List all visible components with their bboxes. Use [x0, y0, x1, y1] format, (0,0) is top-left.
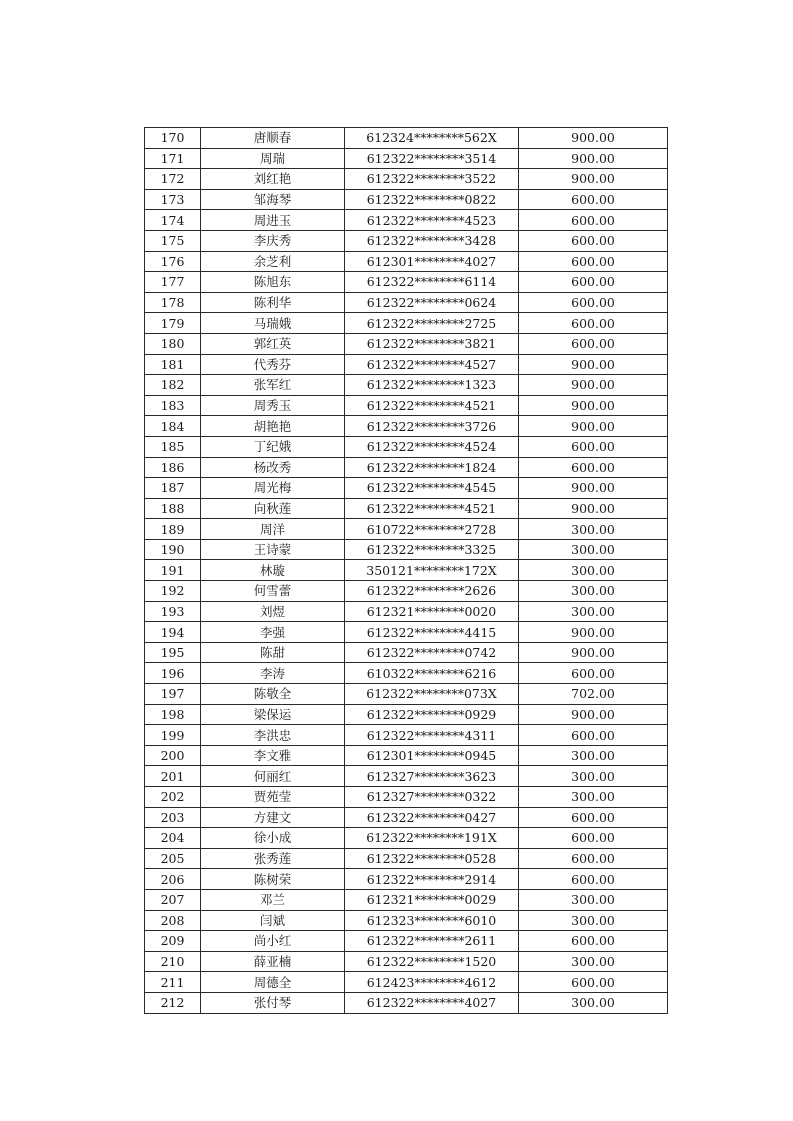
name-cell: 代秀芬	[201, 354, 345, 375]
id-number-cell: 612322********4524	[345, 436, 519, 457]
row-number-cell: 205	[145, 848, 201, 869]
id-number-cell: 612322********4027	[345, 992, 519, 1013]
name-cell: 周德全	[201, 972, 345, 993]
amount-cell: 300.00	[519, 787, 668, 808]
row-number-cell: 190	[145, 539, 201, 560]
name-cell: 张军红	[201, 375, 345, 396]
amount-cell: 900.00	[519, 478, 668, 499]
table-row	[145, 642, 668, 663]
table-row	[145, 807, 668, 828]
id-number-cell: 612322********4521	[345, 498, 519, 519]
table-row	[145, 210, 668, 231]
table-row	[145, 395, 668, 416]
name-cell: 唐顺春	[201, 128, 345, 149]
name-cell: 张秀莲	[201, 848, 345, 869]
row-number-cell: 179	[145, 313, 201, 334]
id-number-cell: 612322********0624	[345, 292, 519, 313]
name-cell: 余芝利	[201, 251, 345, 272]
name-cell: 周秀玉	[201, 395, 345, 416]
row-number-cell: 185	[145, 436, 201, 457]
amount-cell: 900.00	[519, 642, 668, 663]
table-row	[145, 313, 668, 334]
roster-table-body	[145, 128, 668, 1014]
name-cell: 陈敬全	[201, 684, 345, 705]
name-cell: 徐小成	[201, 828, 345, 849]
row-number-cell: 186	[145, 457, 201, 478]
amount-cell: 600.00	[519, 663, 668, 684]
id-number-cell: 612322********1824	[345, 457, 519, 478]
id-number-cell: 612322********191X	[345, 828, 519, 849]
id-number-cell: 612323********6010	[345, 910, 519, 931]
name-cell: 刘煜	[201, 601, 345, 622]
row-number-cell: 183	[145, 395, 201, 416]
table-row	[145, 539, 668, 560]
amount-cell: 900.00	[519, 704, 668, 725]
row-number-cell: 181	[145, 354, 201, 375]
amount-cell: 300.00	[519, 766, 668, 787]
name-cell: 贾苑莹	[201, 787, 345, 808]
name-cell: 刘红艳	[201, 169, 345, 190]
table-row	[145, 457, 668, 478]
row-number-cell: 182	[145, 375, 201, 396]
amount-cell: 600.00	[519, 828, 668, 849]
amount-cell: 600.00	[519, 931, 668, 952]
amount-cell: 300.00	[519, 519, 668, 540]
row-number-cell: 197	[145, 684, 201, 705]
amount-cell: 600.00	[519, 272, 668, 293]
id-number-cell: 610322********6216	[345, 663, 519, 684]
name-cell: 李庆秀	[201, 230, 345, 251]
table-row	[145, 889, 668, 910]
name-cell: 王诗蒙	[201, 539, 345, 560]
table-row	[145, 869, 668, 890]
name-cell: 向秋莲	[201, 498, 345, 519]
table-row	[145, 931, 668, 952]
name-cell: 何雪蕾	[201, 581, 345, 602]
row-number-cell: 184	[145, 416, 201, 437]
name-cell: 陈甜	[201, 642, 345, 663]
amount-cell: 900.00	[519, 128, 668, 149]
row-number-cell: 172	[145, 169, 201, 190]
row-number-cell: 196	[145, 663, 201, 684]
amount-cell: 600.00	[519, 189, 668, 210]
amount-cell: 300.00	[519, 910, 668, 931]
id-number-cell: 612322********073X	[345, 684, 519, 705]
row-number-cell: 212	[145, 992, 201, 1013]
amount-cell: 900.00	[519, 169, 668, 190]
row-number-cell: 171	[145, 148, 201, 169]
table-row	[145, 848, 668, 869]
id-number-cell: 612322********2725	[345, 313, 519, 334]
id-number-cell: 350121********172X	[345, 560, 519, 581]
amount-cell: 300.00	[519, 992, 668, 1013]
table-row	[145, 436, 668, 457]
id-number-cell: 612322********0742	[345, 642, 519, 663]
id-number-cell: 612322********4523	[345, 210, 519, 231]
id-number-cell: 612322********0822	[345, 189, 519, 210]
row-number-cell: 193	[145, 601, 201, 622]
row-number-cell: 170	[145, 128, 201, 149]
name-cell: 陈利华	[201, 292, 345, 313]
amount-cell: 600.00	[519, 457, 668, 478]
roster-table	[144, 127, 668, 1014]
table-row	[145, 169, 668, 190]
amount-cell: 900.00	[519, 622, 668, 643]
amount-cell: 900.00	[519, 148, 668, 169]
amount-cell: 900.00	[519, 416, 668, 437]
table-row	[145, 354, 668, 375]
id-number-cell: 612322********4521	[345, 395, 519, 416]
name-cell: 周光梅	[201, 478, 345, 499]
amount-cell: 600.00	[519, 848, 668, 869]
amount-cell: 600.00	[519, 251, 668, 272]
id-number-cell: 612423********4612	[345, 972, 519, 993]
table-row	[145, 766, 668, 787]
table-row	[145, 704, 668, 725]
id-number-cell: 612322********1323	[345, 375, 519, 396]
row-number-cell: 175	[145, 230, 201, 251]
id-number-cell: 612321********0029	[345, 889, 519, 910]
table-row	[145, 272, 668, 293]
id-number-cell: 610722********2728	[345, 519, 519, 540]
table-row	[145, 292, 668, 313]
amount-cell: 300.00	[519, 581, 668, 602]
amount-cell: 300.00	[519, 745, 668, 766]
id-number-cell: 612301********0945	[345, 745, 519, 766]
table-row	[145, 787, 668, 808]
row-number-cell: 211	[145, 972, 201, 993]
row-number-cell: 195	[145, 642, 201, 663]
id-number-cell: 612327********0322	[345, 787, 519, 808]
id-number-cell: 612322********3428	[345, 230, 519, 251]
id-number-cell: 612322********3821	[345, 333, 519, 354]
id-number-cell: 612322********2626	[345, 581, 519, 602]
table-row	[145, 601, 668, 622]
row-number-cell: 178	[145, 292, 201, 313]
table-row	[145, 416, 668, 437]
amount-cell: 900.00	[519, 395, 668, 416]
row-number-cell: 174	[145, 210, 201, 231]
table-row	[145, 333, 668, 354]
table-row	[145, 910, 668, 931]
amount-cell: 702.00	[519, 684, 668, 705]
amount-cell: 900.00	[519, 498, 668, 519]
id-number-cell: 612322********4311	[345, 725, 519, 746]
id-number-cell: 612324********562X	[345, 128, 519, 149]
row-number-cell: 192	[145, 581, 201, 602]
table-row	[145, 581, 668, 602]
row-number-cell: 200	[145, 745, 201, 766]
amount-cell: 300.00	[519, 889, 668, 910]
id-number-cell: 612322********4527	[345, 354, 519, 375]
row-number-cell: 180	[145, 333, 201, 354]
row-number-cell: 209	[145, 931, 201, 952]
name-cell: 胡艳艳	[201, 416, 345, 437]
table-row	[145, 622, 668, 643]
name-cell: 陈树荣	[201, 869, 345, 890]
id-number-cell: 612322********3522	[345, 169, 519, 190]
name-cell: 杨改秀	[201, 457, 345, 478]
row-number-cell: 203	[145, 807, 201, 828]
id-number-cell: 612322********6114	[345, 272, 519, 293]
name-cell: 闫斌	[201, 910, 345, 931]
name-cell: 林璇	[201, 560, 345, 581]
row-number-cell: 204	[145, 828, 201, 849]
name-cell: 方建文	[201, 807, 345, 828]
amount-cell: 300.00	[519, 539, 668, 560]
name-cell: 何丽红	[201, 766, 345, 787]
row-number-cell: 199	[145, 725, 201, 746]
name-cell: 尚小红	[201, 931, 345, 952]
row-number-cell: 210	[145, 951, 201, 972]
id-number-cell: 612322********3325	[345, 539, 519, 560]
amount-cell: 300.00	[519, 560, 668, 581]
name-cell: 薛亚楠	[201, 951, 345, 972]
row-number-cell: 188	[145, 498, 201, 519]
name-cell: 周进玉	[201, 210, 345, 231]
amount-cell: 600.00	[519, 230, 668, 251]
name-cell: 梁保运	[201, 704, 345, 725]
id-number-cell: 612322********3726	[345, 416, 519, 437]
name-cell: 张付琴	[201, 992, 345, 1013]
amount-cell: 600.00	[519, 436, 668, 457]
amount-cell: 600.00	[519, 725, 668, 746]
table-row	[145, 663, 668, 684]
id-number-cell: 612322********3514	[345, 148, 519, 169]
row-number-cell: 198	[145, 704, 201, 725]
id-number-cell: 612322********0929	[345, 704, 519, 725]
row-number-cell: 208	[145, 910, 201, 931]
table-row	[145, 251, 668, 272]
id-number-cell: 612322********2914	[345, 869, 519, 890]
id-number-cell: 612321********0020	[345, 601, 519, 622]
table-row	[145, 684, 668, 705]
row-number-cell: 207	[145, 889, 201, 910]
id-number-cell: 612322********0427	[345, 807, 519, 828]
amount-cell: 600.00	[519, 292, 668, 313]
id-number-cell: 612322********0528	[345, 848, 519, 869]
name-cell: 邓兰	[201, 889, 345, 910]
row-number-cell: 187	[145, 478, 201, 499]
name-cell: 周瑞	[201, 148, 345, 169]
id-number-cell: 612322********4415	[345, 622, 519, 643]
id-number-cell: 612327********3623	[345, 766, 519, 787]
name-cell: 李强	[201, 622, 345, 643]
row-number-cell: 201	[145, 766, 201, 787]
name-cell: 丁纪娥	[201, 436, 345, 457]
name-cell: 周洋	[201, 519, 345, 540]
table-row	[145, 375, 668, 396]
table-row	[145, 519, 668, 540]
table-row	[145, 498, 668, 519]
table-row	[145, 725, 668, 746]
name-cell: 郭红英	[201, 333, 345, 354]
name-cell: 马瑞娥	[201, 313, 345, 334]
amount-cell: 900.00	[519, 354, 668, 375]
id-number-cell: 612322********2611	[345, 931, 519, 952]
row-number-cell: 194	[145, 622, 201, 643]
amount-cell: 300.00	[519, 601, 668, 622]
row-number-cell: 191	[145, 560, 201, 581]
name-cell: 陈旭东	[201, 272, 345, 293]
amount-cell: 600.00	[519, 869, 668, 890]
amount-cell: 300.00	[519, 951, 668, 972]
table-row	[145, 189, 668, 210]
name-cell: 邹海琴	[201, 189, 345, 210]
amount-cell: 600.00	[519, 807, 668, 828]
table-row	[145, 478, 668, 499]
row-number-cell: 202	[145, 787, 201, 808]
table-row	[145, 992, 668, 1013]
table-row	[145, 745, 668, 766]
amount-cell: 600.00	[519, 333, 668, 354]
id-number-cell: 612322********4545	[345, 478, 519, 499]
row-number-cell: 176	[145, 251, 201, 272]
row-number-cell: 206	[145, 869, 201, 890]
amount-cell: 600.00	[519, 210, 668, 231]
row-number-cell: 173	[145, 189, 201, 210]
table-row	[145, 951, 668, 972]
row-number-cell: 189	[145, 519, 201, 540]
amount-cell: 600.00	[519, 313, 668, 334]
table-row	[145, 230, 668, 251]
amount-cell: 900.00	[519, 375, 668, 396]
name-cell: 李文雅	[201, 745, 345, 766]
name-cell: 李涛	[201, 663, 345, 684]
row-number-cell: 177	[145, 272, 201, 293]
id-number-cell: 612301********4027	[345, 251, 519, 272]
amount-cell: 600.00	[519, 972, 668, 993]
table-row	[145, 972, 668, 993]
table-row	[145, 148, 668, 169]
id-number-cell: 612322********1520	[345, 951, 519, 972]
table-row	[145, 560, 668, 581]
table-row	[145, 828, 668, 849]
table-row	[145, 128, 668, 149]
name-cell: 李洪忠	[201, 725, 345, 746]
